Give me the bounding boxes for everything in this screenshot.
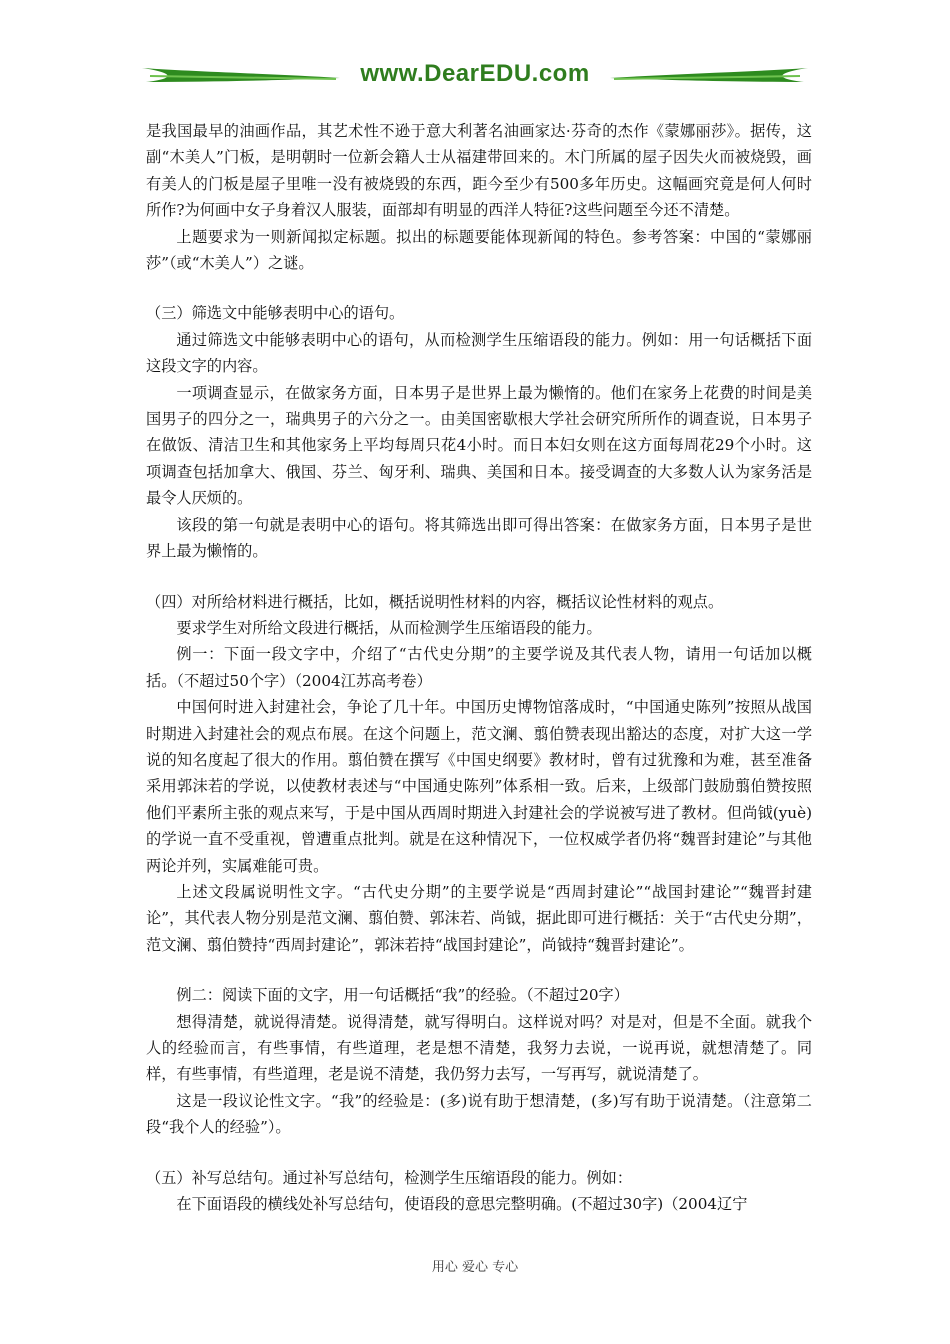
paragraph: 在下面语段的横线处补写总结句，使语段的意思完整明确。(不超过30字)（2004辽宁 [176, 1195, 748, 1214]
paragraph: 中国何时进入封建社会，争论了几十年。中国历史博物馆落成时，“中国通史陈列”按照从战国时期进入封建社会的观点布展。在这个问题上，范文澜、翦伯赞表现出豁达的态度，对扩大这一学说的知名度起了很大的作用。翦伯赞在撰写《中国史纲要》教材时，曾有过犹豫和为难，甚至准备采用郭沫若的学说，以使教材表述与“中国通史陈列”体系相一致。后来，上级部门鼓励翦伯赞按照他们平素所主张的观点来写，于是中国从西周时期进入封建社会的学说被写进了教材。但尚钺(yuè)的学说一直不受重视，曾遭重点批判。就是在这种情况下，一位权威学者仍将“魏晋封建论”与其他两论并列，实属难能可贵。 [146, 698, 812, 875]
document-body [146, 118, 812, 1217]
section-heading: （四）对所给材料进行概括，比如，概括说明性材料的内容，概括议论性材料的观点。 [146, 592, 724, 611]
paragraph: 想得清楚，就说得清楚。说得清楚，就写得明白。这样说对吗？对是对，但是不全面。就我个人的经验而言，有些事情，有些道理，老是想不清楚，我努力去说，一说再说，就想清楚了。同样，有些事情，有些道理，老是说不清楚，我仍努力去写，一写再写，就说清楚了。 [146, 1012, 812, 1084]
paragraph: 例二：阅读下面的文字，用一句话概括“我”的经验。（不超过20字） [176, 986, 629, 1005]
paragraph: 该段的第一句就是表明中心的语句。将其筛选出即可得出答案：在做家务方面，日本男子是世界上最为懒惰的。 [146, 515, 812, 561]
paragraph: 通过筛选文中能够表明中心的语句，从而检测学生压缩语段的能力。例如：用一句话概括下面这段文字的内容。 [146, 330, 812, 376]
paragraph: 一项调查显示，在做家务方面，日本男子是世界上最为懒惰的。他们在家务上花费的时间是美国男子的四分之一，瑞典男子的六分之一。由美国密歇根大学社会研究所所作的调查说，日本男子在做饭、清洁卫生和其他家务上平均每周只花4小时。而日本妇女则在这方面每周花29个小时。这项调查包括加拿大、俄国、芬兰、匈牙利、瑞典、美国和日本。接受调查的大多数人认为家务活是最令人厌烦的。 [146, 383, 812, 508]
section-heading: （三）筛选文中能够表明中心的语句。 [146, 304, 405, 323]
paragraph: 上述文段属说明性文字。“古代史分期”的主要学说是“西周封建论”“战国封建论”“魏晋封建论”，其代表人物分别是范文澜、翦伯赞、郭沫若、尚钺，据此即可进行概括：关于“古代史分期”，范文澜、翦伯赞持“西周封建论”，郭沫若持“战国封建论”，尚钺持“魏晋封建论”。 [146, 882, 812, 954]
paragraph: 例一：下面一段文字中，介绍了“古代史分期”的主要学说及其代表人物，请用一句话加以概括。（不超过50个字）（2004江苏高考卷） [146, 645, 812, 690]
paragraph: 这是一段议论性文字。“我”的经验是：(多)说有助于想清楚，(多)写有助于说清楚。（注意第二段“我个人的经验”）。 [146, 1091, 812, 1137]
paragraph: 要求学生对所给文段进行概括，从而检测学生压缩语段的能力。 [176, 618, 602, 637]
paragraph: 上题要求为一则新闻拟定标题。拟出的标题要能体现新闻的特色。参考答案：中国的“蒙娜丽莎”（或“木美人”）之谜。 [146, 227, 812, 273]
page-footer: 用心 爱心 专心 [431, 1260, 519, 1275]
section-heading: （五）补写总结句。通过补写总结句，检测学生压缩语段的能力。例如： [146, 1168, 632, 1187]
site-header [140, 58, 810, 98]
site-logo-text: www.DearEDU.com [360, 60, 590, 87]
paragraph: 是我国最早的油画作品，其艺术性不逊于意大利著名油画家达·芬奇的杰作《蒙娜丽莎》。据传，这副“木美人”门板，是明朝时一位新会籍人士从福建带回来的。木门所属的屋子因失火而被烧毁，画有美人的门板是屋子里唯一没有被烧毁的东西，距今至少有500多年历史。这幅画究竟是何人何时所作?为何画中女子身着汉人服装，面部却有明显的西洋人特征?这些问题至今还不清楚。 [146, 122, 812, 220]
